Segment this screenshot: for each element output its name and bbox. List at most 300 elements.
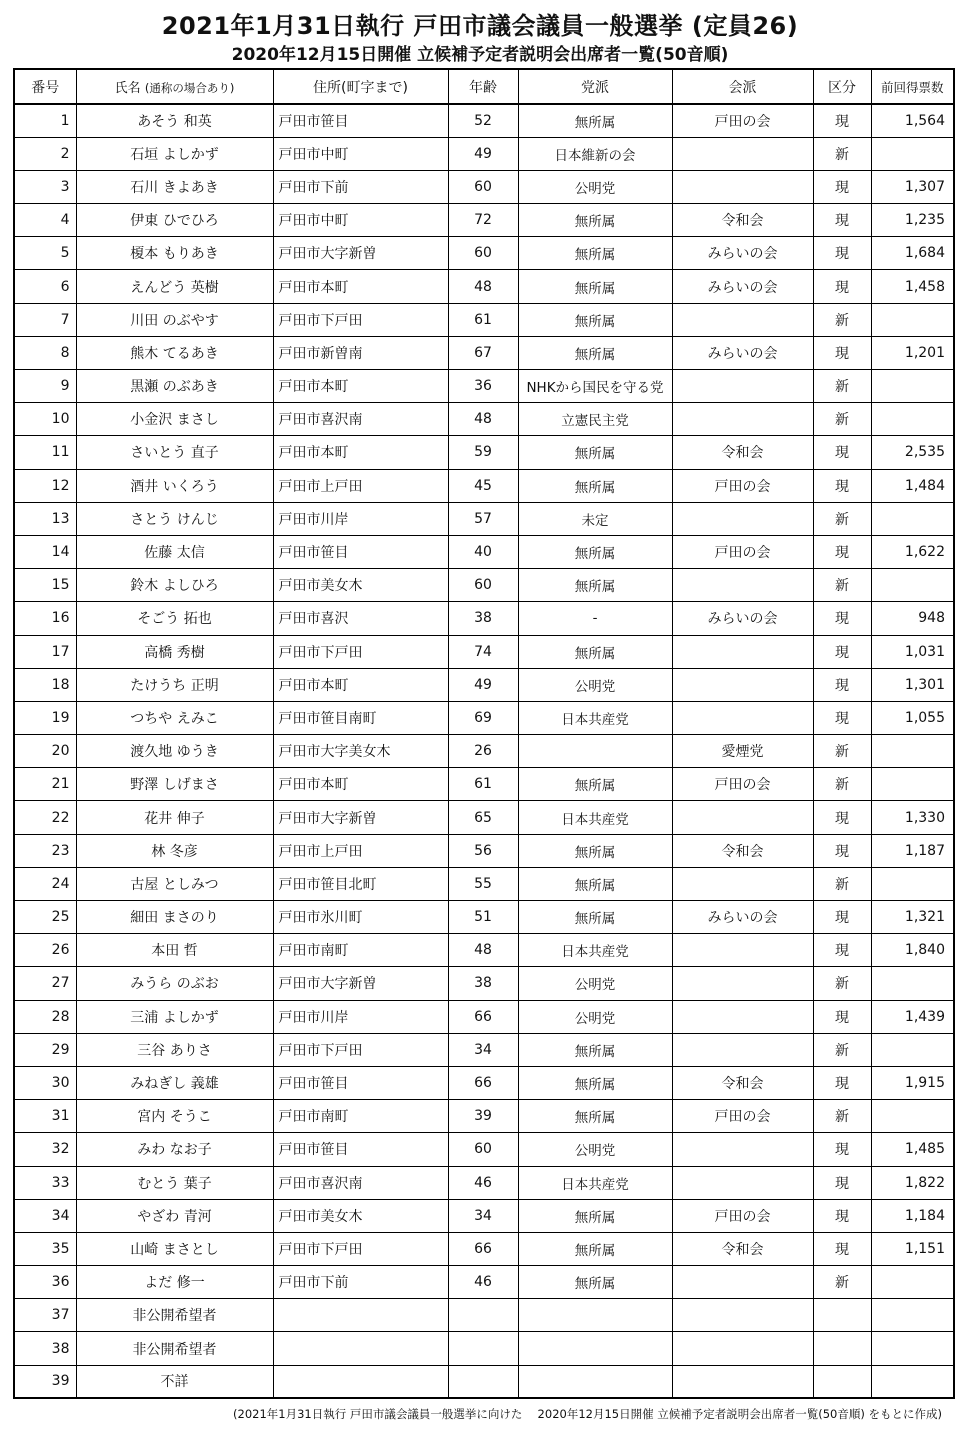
cell-name: 川田 のぶやす	[76, 303, 273, 336]
cell-votes: 1,684	[871, 237, 954, 270]
cell-party: 公明党	[518, 1133, 672, 1166]
table-row	[14, 1133, 954, 1166]
cell-name: 佐藤 太信	[76, 535, 273, 568]
cell-name: 林 冬彦	[76, 834, 273, 867]
cell-address: 戸田市大字新曽	[273, 967, 448, 1000]
cell-no: 37	[14, 1299, 76, 1332]
cell-no: 28	[14, 1000, 76, 1033]
cell-party: 無所属	[518, 1199, 672, 1232]
cell-kubun	[813, 1299, 871, 1332]
cell-age: 36	[448, 370, 518, 403]
cell-address	[273, 1332, 448, 1365]
cell-votes: 1,622	[871, 535, 954, 568]
cell-votes: 1,055	[871, 701, 954, 734]
cell-name: 黒瀬 のぶあき	[76, 370, 273, 403]
table-row	[14, 436, 954, 469]
cell-age: 52	[448, 104, 518, 137]
table-row	[14, 735, 954, 768]
cell-address: 戸田市大字新曽	[273, 801, 448, 834]
cell-kubun: 新	[813, 1033, 871, 1066]
cell-votes	[871, 1033, 954, 1066]
table-row	[14, 104, 954, 137]
cell-group	[672, 967, 813, 1000]
cell-group	[672, 867, 813, 900]
cell-party: 無所属	[518, 270, 672, 303]
cell-name: 非公開希望者	[76, 1299, 273, 1332]
cell-party: 無所属	[518, 867, 672, 900]
cell-group	[672, 370, 813, 403]
cell-no: 9	[14, 370, 76, 403]
cell-kubun: 新	[813, 303, 871, 336]
header-group: 会派	[672, 69, 813, 104]
cell-address: 戸田市美女木	[273, 569, 448, 602]
cell-address: 戸田市中町	[273, 204, 448, 237]
cell-age: 34	[448, 1033, 518, 1066]
cell-age: 65	[448, 801, 518, 834]
cell-votes: 1,484	[871, 469, 954, 502]
table-row	[14, 137, 954, 170]
cell-no: 3	[14, 170, 76, 203]
cell-age	[448, 1365, 518, 1398]
cell-party	[518, 1365, 672, 1398]
cell-party: 無所属	[518, 535, 672, 568]
cell-group: みらいの会	[672, 336, 813, 369]
cell-party: 無所属	[518, 1033, 672, 1066]
cell-kubun: 新	[813, 967, 871, 1000]
cell-address: 戸田市笹目	[273, 104, 448, 137]
cell-group: 戸田の会	[672, 1199, 813, 1232]
cell-address: 戸田市新曽南	[273, 336, 448, 369]
cell-name: 榎本 もりあき	[76, 237, 273, 270]
cell-votes	[871, 735, 954, 768]
cell-votes: 1,301	[871, 668, 954, 701]
cell-age: 40	[448, 535, 518, 568]
cell-party: 無所属	[518, 336, 672, 369]
table-row	[14, 336, 954, 369]
table-row	[14, 403, 954, 436]
header-no: 番号	[14, 69, 76, 104]
cell-group	[672, 1299, 813, 1332]
cell-group: 戸田の会	[672, 768, 813, 801]
cell-name: みうら のぶお	[76, 967, 273, 1000]
cell-no: 31	[14, 1100, 76, 1133]
cell-no: 7	[14, 303, 76, 336]
table-row	[14, 635, 954, 668]
cell-address	[273, 1365, 448, 1398]
cell-no: 25	[14, 901, 76, 934]
cell-party: 無所属	[518, 901, 672, 934]
cell-age: 69	[448, 701, 518, 734]
cell-age: 46	[448, 1166, 518, 1199]
cell-age: 60	[448, 170, 518, 203]
cell-group	[672, 1033, 813, 1066]
cell-name: よだ 修一	[76, 1266, 273, 1299]
cell-address: 戸田市喜沢	[273, 602, 448, 635]
cell-votes: 1,187	[871, 834, 954, 867]
cell-party: 公明党	[518, 967, 672, 1000]
cell-no: 33	[14, 1166, 76, 1199]
cell-name: 石川 きよあき	[76, 170, 273, 203]
table-row	[14, 1365, 954, 1398]
cell-group	[672, 569, 813, 602]
cell-votes: 1,564	[871, 104, 954, 137]
cell-age: 61	[448, 303, 518, 336]
cell-kubun: 現	[813, 1199, 871, 1232]
cell-name: 山崎 まさとし	[76, 1232, 273, 1265]
table-row	[14, 237, 954, 270]
table-body	[14, 104, 954, 1398]
cell-address: 戸田市美女木	[273, 1199, 448, 1232]
cell-group: みらいの会	[672, 237, 813, 270]
cell-kubun: 新	[813, 502, 871, 535]
cell-kubun	[813, 1365, 871, 1398]
cell-group: みらいの会	[672, 270, 813, 303]
cell-age: 72	[448, 204, 518, 237]
cell-party: 無所属	[518, 1232, 672, 1265]
cell-no: 17	[14, 635, 76, 668]
cell-name: 古屋 としみつ	[76, 867, 273, 900]
table-row	[14, 1299, 954, 1332]
cell-kubun: 現	[813, 602, 871, 635]
cell-age: 66	[448, 1066, 518, 1099]
cell-age: 38	[448, 602, 518, 635]
cell-kubun: 現	[813, 834, 871, 867]
cell-age: 49	[448, 137, 518, 170]
table-row	[14, 901, 954, 934]
cell-kubun: 新	[813, 768, 871, 801]
cell-no: 10	[14, 403, 76, 436]
cell-age: 46	[448, 1266, 518, 1299]
header-address: 住所(町字まで)	[273, 69, 448, 104]
cell-party: 無所属	[518, 469, 672, 502]
cell-kubun: 現	[813, 1066, 871, 1099]
cell-name: えんどう 英樹	[76, 270, 273, 303]
cell-party: 無所属	[518, 1100, 672, 1133]
cell-address: 戸田市下戸田	[273, 1033, 448, 1066]
cell-party: 立憲民主党	[518, 403, 672, 436]
cell-no: 6	[14, 270, 76, 303]
cell-address: 戸田市下戸田	[273, 635, 448, 668]
table-row	[14, 602, 954, 635]
cell-age: 66	[448, 1000, 518, 1033]
header-name-label: 氏名	[114, 81, 141, 96]
cell-name: 非公開希望者	[76, 1332, 273, 1365]
cell-kubun: 現	[813, 170, 871, 203]
cell-kubun: 新	[813, 370, 871, 403]
cell-group	[672, 801, 813, 834]
cell-kubun: 現	[813, 535, 871, 568]
cell-name: 高橋 秀樹	[76, 635, 273, 668]
cell-party: -	[518, 602, 672, 635]
cell-name: 宮内 そうこ	[76, 1100, 273, 1133]
cell-votes: 1,151	[871, 1232, 954, 1265]
cell-party: 公明党	[518, 1000, 672, 1033]
cell-name: あそう 和英	[76, 104, 273, 137]
cell-votes	[871, 967, 954, 1000]
cell-no: 36	[14, 1266, 76, 1299]
cell-party: 無所属	[518, 237, 672, 270]
cell-group	[672, 137, 813, 170]
cell-votes: 1,822	[871, 1166, 954, 1199]
table-row	[14, 934, 954, 967]
cell-no: 32	[14, 1133, 76, 1166]
cell-group: 令和会	[672, 1232, 813, 1265]
cell-group	[672, 1365, 813, 1398]
cell-votes: 1,458	[871, 270, 954, 303]
table-row	[14, 1000, 954, 1033]
cell-age: 60	[448, 237, 518, 270]
cell-address: 戸田市本町	[273, 370, 448, 403]
cell-votes	[871, 1100, 954, 1133]
cell-kubun: 現	[813, 1000, 871, 1033]
cell-age	[448, 1299, 518, 1332]
cell-votes: 1,307	[871, 170, 954, 203]
cell-kubun: 現	[813, 270, 871, 303]
cell-address: 戸田市本町	[273, 768, 448, 801]
cell-kubun: 現	[813, 635, 871, 668]
cell-group: 戸田の会	[672, 535, 813, 568]
cell-address: 戸田市大字新曽	[273, 237, 448, 270]
cell-party: 無所属	[518, 436, 672, 469]
cell-name: 花井 伸子	[76, 801, 273, 834]
cell-votes	[871, 1299, 954, 1332]
cell-no: 18	[14, 668, 76, 701]
cell-party: 無所属	[518, 303, 672, 336]
cell-age: 48	[448, 270, 518, 303]
cell-votes	[871, 303, 954, 336]
cell-kubun: 新	[813, 137, 871, 170]
cell-party: 日本共産党	[518, 701, 672, 734]
cell-group: 令和会	[672, 204, 813, 237]
header-party: 党派	[518, 69, 672, 104]
cell-party: 日本維新の会	[518, 137, 672, 170]
cell-group	[672, 1332, 813, 1365]
cell-group: 令和会	[672, 834, 813, 867]
cell-no: 29	[14, 1033, 76, 1066]
cell-address: 戸田市川岸	[273, 1000, 448, 1033]
cell-votes	[871, 1266, 954, 1299]
cell-address: 戸田市笹目北町	[273, 867, 448, 900]
cell-party: 無所属	[518, 204, 672, 237]
cell-age: 39	[448, 1100, 518, 1133]
cell-kubun: 現	[813, 934, 871, 967]
table-row	[14, 967, 954, 1000]
cell-name: 熊木 てるあき	[76, 336, 273, 369]
cell-address: 戸田市上戸田	[273, 834, 448, 867]
cell-name: たけうち 正明	[76, 668, 273, 701]
page-title: 2021年1月31日執行 戸田市議会議員一般選挙 (定員26)	[161, 12, 799, 40]
cell-party: NHKから国民を守る党	[518, 370, 672, 403]
cell-votes	[871, 1332, 954, 1365]
candidate-table	[13, 68, 955, 1399]
cell-address: 戸田市喜沢南	[273, 1166, 448, 1199]
cell-kubun: 現	[813, 701, 871, 734]
table-row	[14, 569, 954, 602]
cell-group: 戸田の会	[672, 104, 813, 137]
cell-name: そごう 拓也	[76, 602, 273, 635]
cell-no: 2	[14, 137, 76, 170]
header-name	[76, 69, 273, 104]
cell-name: 本田 哲	[76, 934, 273, 967]
cell-name: 鈴木 よしひろ	[76, 569, 273, 602]
footnote: (2021年1月31日執行 戸田市議会議員一般選挙に向けた 2020年12月15日開催 立候補予定者説明会出席者一覧(50音順) をもとに作成)	[233, 1407, 942, 1421]
cell-group	[672, 1166, 813, 1199]
cell-name: 細田 まさのり	[76, 901, 273, 934]
cell-no: 20	[14, 735, 76, 768]
table-row	[14, 270, 954, 303]
cell-no: 35	[14, 1232, 76, 1265]
cell-age: 26	[448, 735, 518, 768]
cell-address: 戸田市中町	[273, 137, 448, 170]
cell-votes	[871, 403, 954, 436]
cell-votes: 1,439	[871, 1000, 954, 1033]
table-row	[14, 867, 954, 900]
cell-address: 戸田市本町	[273, 436, 448, 469]
cell-party: 公明党	[518, 170, 672, 203]
cell-party: 無所属	[518, 1066, 672, 1099]
table-row	[14, 370, 954, 403]
cell-party: 日本共産党	[518, 1166, 672, 1199]
cell-votes	[871, 569, 954, 602]
cell-name: みわ なお子	[76, 1133, 273, 1166]
cell-group	[672, 701, 813, 734]
header-name-note: (通称の場合あり)	[144, 81, 235, 95]
cell-kubun: 新	[813, 735, 871, 768]
cell-votes	[871, 768, 954, 801]
header-votes: 前回得票数	[871, 69, 954, 104]
cell-kubun: 現	[813, 469, 871, 502]
cell-no: 12	[14, 469, 76, 502]
header-kubun: 区分	[813, 69, 871, 104]
cell-party: 無所属	[518, 569, 672, 602]
cell-name: さいとう 直子	[76, 436, 273, 469]
cell-no: 8	[14, 336, 76, 369]
cell-address: 戸田市下戸田	[273, 303, 448, 336]
cell-no: 24	[14, 867, 76, 900]
cell-party: 公明党	[518, 668, 672, 701]
cell-group: 戸田の会	[672, 469, 813, 502]
cell-votes: 1,184	[871, 1199, 954, 1232]
cell-age: 60	[448, 569, 518, 602]
cell-group: 愛煙党	[672, 735, 813, 768]
cell-party: 無所属	[518, 834, 672, 867]
table-row	[14, 1166, 954, 1199]
cell-name: 小金沢 まさし	[76, 403, 273, 436]
table-row	[14, 1100, 954, 1133]
cell-votes	[871, 867, 954, 900]
cell-address	[273, 1299, 448, 1332]
cell-address: 戸田市笹目	[273, 1133, 448, 1166]
cell-kubun: 現	[813, 668, 871, 701]
cell-age: 45	[448, 469, 518, 502]
cell-group	[672, 635, 813, 668]
table-row	[14, 801, 954, 834]
cell-address: 戸田市下前	[273, 1266, 448, 1299]
cell-group	[672, 1000, 813, 1033]
cell-votes: 1,321	[871, 901, 954, 934]
cell-name: みねぎし 義雄	[76, 1066, 273, 1099]
cell-kubun: 現	[813, 436, 871, 469]
table-row	[14, 469, 954, 502]
cell-address: 戸田市笹目	[273, 1066, 448, 1099]
table-row	[14, 668, 954, 701]
cell-party: 日本共産党	[518, 934, 672, 967]
cell-group: みらいの会	[672, 602, 813, 635]
table-row	[14, 204, 954, 237]
cell-name: 酒井 いくろう	[76, 469, 273, 502]
cell-votes: 1,330	[871, 801, 954, 834]
cell-age: 59	[448, 436, 518, 469]
cell-kubun: 現	[813, 204, 871, 237]
table-row	[14, 768, 954, 801]
cell-age: 55	[448, 867, 518, 900]
cell-age: 48	[448, 403, 518, 436]
table-row	[14, 303, 954, 336]
cell-party: 無所属	[518, 635, 672, 668]
cell-name: 渡久地 ゆうき	[76, 735, 273, 768]
cell-party	[518, 1299, 672, 1332]
page-subtitle: 2020年12月15日開催 立候補予定者説明会出席者一覧(50音順)	[231, 45, 729, 65]
cell-group	[672, 170, 813, 203]
cell-no: 4	[14, 204, 76, 237]
cell-age: 66	[448, 1232, 518, 1265]
cell-kubun: 現	[813, 336, 871, 369]
cell-name: やざわ 青河	[76, 1199, 273, 1232]
table-row	[14, 1066, 954, 1099]
cell-group: 戸田の会	[672, 1100, 813, 1133]
cell-address: 戸田市本町	[273, 668, 448, 701]
cell-age: 49	[448, 668, 518, 701]
cell-group	[672, 403, 813, 436]
cell-name: 三浦 よしかず	[76, 1000, 273, 1033]
cell-no: 19	[14, 701, 76, 734]
cell-kubun: 新	[813, 1266, 871, 1299]
cell-age: 38	[448, 967, 518, 1000]
cell-votes: 1,201	[871, 336, 954, 369]
table-row	[14, 1266, 954, 1299]
cell-party: 無所属	[518, 104, 672, 137]
cell-no: 15	[14, 569, 76, 602]
cell-group	[672, 1133, 813, 1166]
cell-party: 未定	[518, 502, 672, 535]
cell-age: 34	[448, 1199, 518, 1232]
cell-no: 39	[14, 1365, 76, 1398]
cell-no: 1	[14, 104, 76, 137]
cell-kubun: 新	[813, 867, 871, 900]
cell-votes	[871, 502, 954, 535]
cell-address: 戸田市上戸田	[273, 469, 448, 502]
cell-name: むとう 葉子	[76, 1166, 273, 1199]
cell-votes: 1,235	[871, 204, 954, 237]
cell-group	[672, 303, 813, 336]
cell-age: 74	[448, 635, 518, 668]
cell-party	[518, 735, 672, 768]
cell-group	[672, 1266, 813, 1299]
cell-votes: 1,031	[871, 635, 954, 668]
cell-age	[448, 1332, 518, 1365]
header-age: 年齢	[448, 69, 518, 104]
cell-address: 戸田市大字美女木	[273, 735, 448, 768]
cell-kubun: 現	[813, 901, 871, 934]
cell-name: つちや えみこ	[76, 701, 273, 734]
cell-name: 石垣 よしかず	[76, 137, 273, 170]
cell-age: 56	[448, 834, 518, 867]
cell-address: 戸田市川岸	[273, 502, 448, 535]
cell-party	[518, 1332, 672, 1365]
cell-no: 22	[14, 801, 76, 834]
cell-group: 令和会	[672, 436, 813, 469]
cell-kubun: 現	[813, 237, 871, 270]
